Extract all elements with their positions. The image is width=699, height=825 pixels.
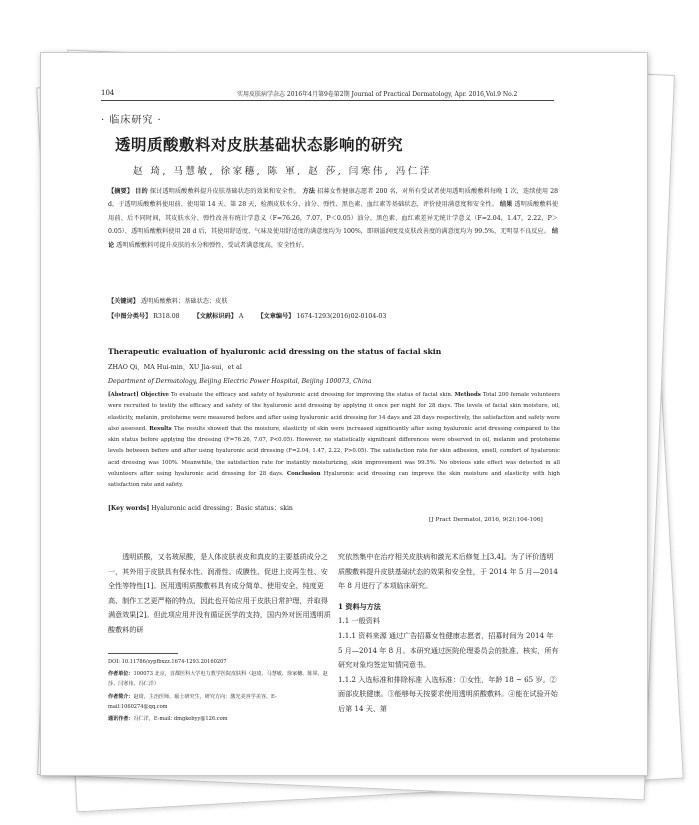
article-title: 透明质酸敷料对皮肤基础状态影响的研究 (115, 135, 404, 154)
english-title: Therapeutic evaluation of hyaluronic acid dressing on the status of facial skin (108, 347, 442, 356)
running-header: 实用皮肤病学杂志 2016年4月第9卷第2期 Journal of Practical Dermatology, Apr. 2016,Vol.9 No.2 (237, 91, 518, 98)
english-authors: ZHAO Qi，MA Hui-min，XU Jia-sui，et al (108, 363, 242, 371)
english-department: Department of Dermatology, Beijing Electric Power Hospital, Beijing 100073, China (108, 378, 372, 385)
page-number: 104 (101, 89, 115, 97)
header-rule (101, 100, 554, 101)
paper-page (40, 52, 648, 776)
footnote-affiliation: 作者单位：100073 北京，首都医科大学电力教学医院皮肤科（赵琦、马慧敏、徐家穗、陈軍、赵莎、闫寒伟、冯仁洋） (108, 671, 328, 687)
footnote-doi: DOI: 10.11786/sypfbxzz.1674-1293.20160207 (108, 659, 227, 665)
keywords-cn: 【关键词】 透明质酸敷料；基础状态；皮肤 (108, 298, 228, 305)
subsection-heading: 1.1 一般资料 (338, 616, 380, 626)
body-left-column: 透明质酸，又名玻尿酸，是人体皮肤表皮和真皮的主要基质成分之一，其外用于皮肤具有保水性、润滑性、成膜性、促进上皮再生性、安全性等特性[1]。医用透明质酸敷料具有成分简单、使用安全、纯度更高、制作工艺更严格的特点，因此也开始应用于皮肤日常护理，并取得满意效果[2]。但此项应用并没有循证医学的支持，国内外对医用透明质酸敷料的研 (108, 552, 331, 634)
body-right-column (338, 550, 560, 717)
citation: [J Pract Dermatol, 2016, 9(2):104-106] (429, 517, 543, 523)
footnote-rule (108, 653, 178, 654)
english-abstract: [Abstract] Objective To evaluate the efficacy and safety of hyaluronic acid dressing for improving the status of facial skin. Methods Total 200 female volunteers were recruited to testify the efficacy and safety of the hyaluronic acid dressing by applying it once per night for 28 days. The levels of facial skin moisture, oil, elasticity, melanin, protoheme were measured before and after using hyaluronic acid dressing for 14 days and 28 days respectively, the satisfaction and safety were also assessed. Results The results showed that the moisture, elasticity of skin were increased significantly after using hyaluronic acid dressing compared to the skin status before applying the dressing (F=76.26, 7.07, P<0.05). However, no statistically significant differences were observed in oil, melanin and protoheme levels between before and after using hyaluronic acid dressing (F=2.04, 1.47, 2.22, P>0.05). The satisfaction rate for skin adhesion, smell, comfort of hyaluronic acid dressing was 100%. Meanwhile, the satisfaction rate for instantly moisturizing, skin improvement was 99.5%. No obvious side effect was detected in all volunteers after using hyaluronic acid dressing for 28 days. Conclusion Hyaluronic acid dressing can improve the skin moisture and elasticity with high satisfaction rate and safety. (108, 392, 560, 489)
article-authors: 赵 琦, 马慧敏, 徐家穗, 陈 軍, 赵 莎, 闫寒伟, 冯仁洋 (133, 166, 432, 177)
footnote-bio: 作者简介：赵琦，主治医师，硕士研究生，研究方向：激光美容学美容。E-mail:1060274@qq.com (108, 694, 277, 710)
section-heading: 1 资料与方法 (338, 601, 381, 611)
classification-line: 【中图分类号】 R318.08 【文献标识码】 A 【文章编号】 1674-1293(2016)02-0104-03 (108, 313, 387, 320)
abstract-cn: 【摘要】 目的 探讨透明质酸敷料提升皮肤基础状态的效果和安全性。 方法 招募女性健康志愿者 200 名，对所有受试者使用透明质酸敷料每晚 1 次，连续使用 28 d，于透明质酸敷料使用前、使用第 14 天、第 28 天，检测皮肤水分、油分、弹性、黑色素、血红素等基础状态，评价使用满意度和安全性。 结果 透明质酸敷料使用前、后不同时间，其皮肤水分、弹性改善有统计学意义（F=76.26，7.07，P＜0.05）油分、黑色素、血红素差异无统计学意义（F=2.04，1.47，2.22，P＞0.05），透明质酸敷料使用 28 d 后，其使用舒适度、气味及使用舒适度的满意度均为 100%，即刻滋润度及皮肤改善度的满意度均为 99.5%，无明显不良反应。 结论 透明质酸敷料可提升皮肤的水分和弹性，受试者满意度高，安全性好。 (108, 188, 559, 249)
english-keywords: [Key words] Hyaluronic acid dressing；Basic status；skin (108, 505, 293, 512)
paragraph-1-1-2: 1.1.2 入选标准和排除标准 入选标准：①女性，年龄 18 ~ 65 岁。②面部皮肤健康。③能够每天按要求使用透明质酸敷料。④能在试验开始后第 14 天、第 (338, 674, 558, 713)
body-intro: 究依然集中在治疗相关皮肤病和激光术后修复上[3,4]。为了评价透明质酸敷料提升皮肤基础状态的效果和安全性，于 2014 年 5 月—2014 年 8 月进行了本项临床研究。 (338, 552, 558, 591)
footnote-corresponding: 通讯作者：冯仁洋，E-mail: dmgkebyy@126.com (108, 716, 228, 722)
section-label: · 临床研究 · (101, 115, 162, 126)
paragraph-1-1-1: 1.1.1 资料来源 通过广告招募女性健康志愿者，招募时间为 2014 年 5 月—2014 年 8 月。本研究通过医院伦理委员会的批准、核实，所有研究对象均签定知情同意书。 (338, 630, 559, 670)
